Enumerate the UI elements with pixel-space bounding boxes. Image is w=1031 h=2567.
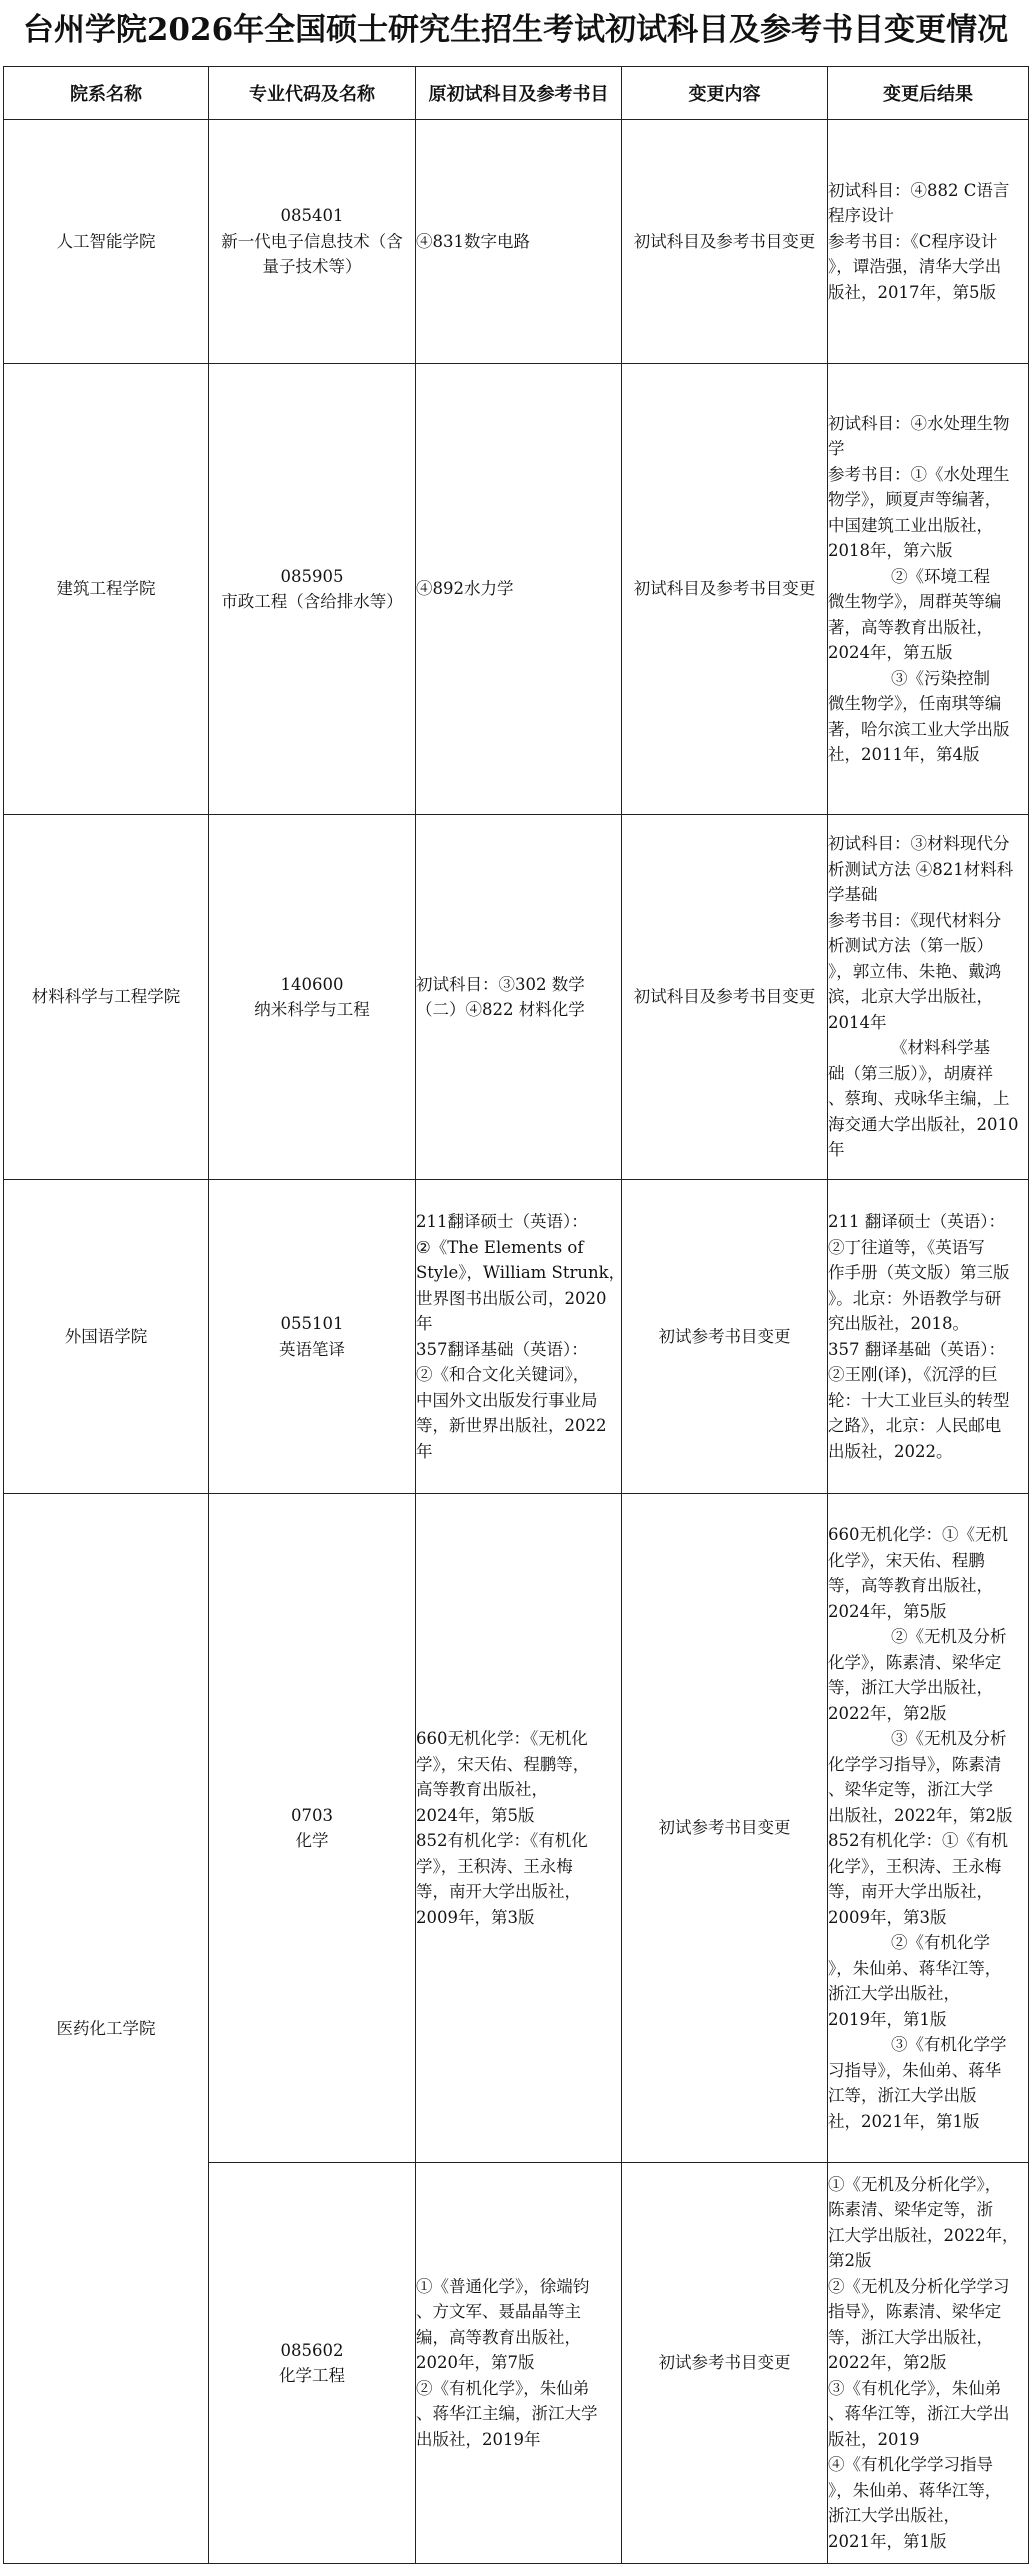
cell-line: ②《有机化学 bbox=[828, 1933, 990, 1952]
cell-line: ②《和合文化关键词》， bbox=[416, 1365, 590, 1384]
cell-line: 析测试方法（第一版） bbox=[828, 936, 993, 956]
cell-line: 究出版社，2018。 bbox=[828, 1314, 969, 1333]
cell-line: 2024年，第五版 bbox=[828, 643, 953, 662]
cell-line: 等，浙江大学出版社， bbox=[828, 1678, 993, 1697]
cell-line: 础（第三版）》，胡赓祥 bbox=[828, 1063, 993, 1083]
cell-line: 初试科目：③材料现代分 bbox=[828, 834, 1010, 854]
change-cell: 初试科目及参考书目变更 bbox=[622, 815, 828, 1180]
cell-line: 年 bbox=[828, 1140, 845, 1160]
cell-line: 等，南开大学出版社， bbox=[828, 1882, 993, 1901]
major-cell bbox=[209, 120, 416, 364]
cell-line: 初试科目：④882 C语言 bbox=[828, 180, 1010, 200]
cell-line: 化学》，王积涛、王永梅 bbox=[828, 1856, 1002, 1876]
cell-line: 习指导》，朱仙弟、蒋华 bbox=[828, 2060, 1002, 2080]
cell-line: 参考书目：《现代材料分 bbox=[828, 910, 1002, 930]
cell-line: 著，哈尔滨工业大学出版 bbox=[828, 719, 1010, 739]
table-row bbox=[4, 1494, 1029, 2163]
cell-line: 物学》，顾夏声等编著， bbox=[828, 490, 1002, 509]
result-cell bbox=[828, 120, 1029, 364]
cell-line: 2009年，第3版 bbox=[416, 1907, 535, 1927]
cell-line: 化学学习指导》，陈素清 bbox=[828, 1754, 1002, 1774]
cell-line: ③《污染控制 bbox=[828, 668, 990, 688]
cell-line: 初试科目：④水处理生物 bbox=[828, 413, 1010, 433]
major-cell bbox=[209, 1494, 416, 2163]
cell-line: ②《环境工程 bbox=[828, 566, 990, 586]
header-dept: 院系名称 bbox=[4, 67, 209, 120]
cell-line: 程序设计 bbox=[828, 206, 894, 226]
cell-line: 年 bbox=[416, 1441, 433, 1461]
cell-line: ②王刚(译)，《沉浮的巨 bbox=[828, 1365, 998, 1384]
original-cell bbox=[416, 2163, 622, 2564]
cell-line: 化学 bbox=[295, 1831, 329, 1850]
cell-line: 中国建筑工业出版社， bbox=[828, 515, 993, 535]
cell-line: 海交通大学出版社，2010 bbox=[828, 1114, 1019, 1134]
cell-line: 211 翻译硕士（英语）： bbox=[828, 1212, 1005, 1231]
cell-line: 2021年，第1版 bbox=[828, 2531, 947, 2551]
change-cell: 初试参考书目变更 bbox=[622, 1180, 828, 1494]
cell-line: 《材料科学基 bbox=[828, 1038, 990, 1058]
cell-line: 852有机化学：①《有机 bbox=[828, 1831, 1008, 1850]
cell-line: 2019年，第1版 bbox=[828, 2009, 947, 2029]
table-header-row bbox=[4, 67, 1029, 120]
cell-line: ②《有机化学》，朱仙弟 bbox=[416, 2378, 590, 2398]
cell-line: 》，朱仙弟、蒋华江等， bbox=[828, 1958, 1002, 1978]
cell-line: 2018年，第六版 bbox=[828, 541, 953, 560]
table-row bbox=[4, 120, 1029, 364]
cell-line: ④892水力学 bbox=[416, 579, 514, 599]
cell-line: 高等教育出版社， bbox=[416, 1780, 548, 1799]
document-title: 台州学院2026年全国硕士研究生招生考试初试科目及参考书目变更情况 bbox=[22, 12, 1009, 48]
cell-line: Style》，William Strunk， bbox=[416, 1263, 626, 1282]
cell-line: ③《有机化学》，朱仙弟 bbox=[828, 2378, 1002, 2398]
table-row bbox=[4, 1180, 1029, 1494]
cell-line: 英语笔译 bbox=[279, 1339, 345, 1359]
cell-line: 、蒋华江等，浙江大学出 bbox=[828, 2404, 1010, 2424]
dept-cell: 医药化工学院 bbox=[4, 1494, 209, 2564]
cell-line: 学 bbox=[828, 439, 845, 458]
cell-line: 化学》，陈素清、梁华定 bbox=[828, 1652, 1002, 1672]
cell-line: 2014年 bbox=[828, 1012, 887, 1032]
cell-line: 》，谭浩强，清华大学出 bbox=[828, 257, 1002, 277]
cell-line: 社，2011年，第4版 bbox=[828, 745, 980, 764]
cell-line: 出版社，2022年，第2版 bbox=[828, 1805, 1013, 1825]
cell-line: 学》，宋天佑、程鹏等， bbox=[416, 1754, 590, 1774]
dept-cell: 建筑工程学院 bbox=[4, 364, 209, 815]
cell-line: 中国外文出版发行事业局 bbox=[416, 1390, 598, 1410]
cell-line: ④831数字电路 bbox=[416, 231, 530, 251]
cell-line: 、蒋华江主编，浙江大学 bbox=[416, 2404, 598, 2424]
cell-line: 、梁华定等，浙江大学 bbox=[828, 1780, 993, 1799]
cell-line: 著，高等教育出版社， bbox=[828, 617, 993, 637]
cell-line: 江等，浙江大学出版 bbox=[828, 2086, 977, 2105]
cell-line: 作手册（英文版）第三版 bbox=[828, 1263, 1010, 1282]
header-original: 原初试科目及参考书目 bbox=[416, 67, 622, 120]
cell-line: ②《无机及分析化学学习 bbox=[828, 2276, 1010, 2296]
table-row bbox=[4, 364, 1029, 815]
cell-line: 浙江大学出版社， bbox=[828, 2506, 960, 2526]
change-cell: 初试科目及参考书目变更 bbox=[622, 120, 828, 364]
cell-line: 版社，2017年，第5版 bbox=[828, 282, 996, 302]
change-cell: 初试科目及参考书目变更 bbox=[622, 364, 828, 815]
cell-line: 参考书目：①《水处理生 bbox=[828, 464, 1010, 484]
original-cell bbox=[416, 364, 622, 815]
result-cell bbox=[828, 1180, 1029, 1494]
cell-line: 江大学出版社，2022年， bbox=[828, 2225, 1019, 2245]
cell-line: 学》，王积涛、王永梅 bbox=[416, 1856, 573, 1876]
original-cell bbox=[416, 1494, 622, 2163]
major-cell bbox=[209, 815, 416, 1180]
change-cell: 初试参考书目变更 bbox=[622, 2163, 828, 2564]
cell-line: 陈素清、梁华定等，浙 bbox=[828, 2200, 993, 2220]
cell-line: 轮：十大工业巨头的转型 bbox=[828, 1390, 1010, 1410]
cell-line: 085401 bbox=[280, 206, 344, 226]
cell-line: 》，朱仙弟、蒋华江等， bbox=[828, 2480, 1002, 2500]
cell-line: 指导》，陈素清、梁华定 bbox=[828, 2302, 1002, 2322]
cell-line: 2022年，第2版 bbox=[828, 2353, 947, 2373]
header-change: 变更内容 bbox=[622, 67, 828, 120]
cell-line: ②《The Elements of bbox=[416, 1237, 584, 1257]
cell-line: 析测试方法 ④821材料科 bbox=[828, 859, 1014, 879]
cell-line: 世界图书出版公司，2020 bbox=[416, 1288, 607, 1308]
cell-line: 等，新世界出版社，2022 bbox=[416, 1416, 607, 1435]
cell-line: 化学》，宋天佑、程鹏 bbox=[828, 1550, 985, 1570]
cell-line: 微生物学》，周群英等编 bbox=[828, 592, 1002, 611]
major-cell bbox=[209, 2163, 416, 2564]
cell-line: 》。北京：外语教学与研 bbox=[828, 1288, 1002, 1308]
major-cell bbox=[209, 1180, 416, 1494]
cell-line: 量子技术等） bbox=[262, 257, 362, 277]
cell-line: 、蔡珣、戎咏华主编，上 bbox=[828, 1089, 1010, 1109]
cell-line: 年 bbox=[416, 1314, 433, 1333]
cell-line: 2009年，第3版 bbox=[828, 1907, 947, 1927]
header-result: 变更后结果 bbox=[828, 67, 1029, 120]
cell-line: 社，2021年，第1版 bbox=[828, 2111, 980, 2131]
cell-line: 852有机化学：《有机化 bbox=[416, 1831, 588, 1850]
cell-line: 2024年，第5版 bbox=[828, 1601, 947, 1621]
cell-line: ③《有机化学学 bbox=[828, 2035, 1007, 2054]
cell-line: 085602 bbox=[280, 2340, 344, 2360]
cell-line: 第2版 bbox=[828, 2251, 872, 2271]
cell-line: （二）④822 材料化学 bbox=[416, 1000, 585, 1019]
cell-line: 357 翻译基础（英语）： bbox=[828, 1339, 1005, 1359]
cell-line: 浙江大学出版社， bbox=[828, 1984, 960, 2003]
cell-line: 085905 bbox=[280, 566, 344, 586]
dept-cell: 外国语学院 bbox=[4, 1180, 209, 1494]
cell-line: ①《普通化学》，徐端钧 bbox=[416, 2276, 590, 2296]
cell-line: 初试科目：③302 数学 bbox=[416, 974, 585, 994]
change-cell: 初试参考书目变更 bbox=[622, 1494, 828, 2163]
result-cell bbox=[828, 1494, 1029, 2163]
cell-line: 357翻译基础（英语）： bbox=[416, 1339, 588, 1359]
cell-line: 纳米科学与工程 bbox=[254, 1000, 370, 1019]
result-cell bbox=[828, 2163, 1029, 2564]
dept-cell: 人工智能学院 bbox=[4, 120, 209, 364]
cell-line: 新一代电子信息技术（含 bbox=[221, 231, 403, 251]
result-cell bbox=[828, 815, 1029, 1180]
cell-line: 之路》，北京：人民邮电 bbox=[828, 1416, 1002, 1435]
cell-line: 660无机化学：①《无机 bbox=[828, 1525, 1008, 1544]
cell-line: 滨，北京大学出版社， bbox=[828, 987, 993, 1007]
cell-line: 660无机化学：《无机化 bbox=[416, 1729, 588, 1748]
cell-line: 等，浙江大学出版社， bbox=[828, 2327, 993, 2347]
cell-line: ④《有机化学学习指导 bbox=[828, 2455, 993, 2475]
cell-line: 2020年，第7版 bbox=[416, 2353, 535, 2373]
cell-line: 2022年，第2版 bbox=[828, 1703, 947, 1723]
major-cell bbox=[209, 364, 416, 815]
cell-line: 出版社，2022。 bbox=[828, 1441, 953, 1461]
cell-line: 》，郭立伟、朱艳、戴鸿 bbox=[828, 961, 1002, 981]
changes-table bbox=[3, 66, 1029, 2564]
cell-line: 出版社，2019年 bbox=[416, 2429, 541, 2449]
cell-line: 化学工程 bbox=[279, 2366, 345, 2385]
header-major: 专业代码及名称 bbox=[209, 67, 416, 120]
cell-line: 编，高等教育出版社， bbox=[416, 2327, 581, 2347]
result-cell bbox=[828, 364, 1029, 815]
cell-line: 、方文军、聂晶晶等主 bbox=[416, 2302, 581, 2322]
cell-line: 211翻译硕士（英语）： bbox=[416, 1212, 588, 1231]
cell-line: 参考书目：《C程序设计 bbox=[828, 231, 998, 251]
cell-line: 055101 bbox=[280, 1314, 344, 1333]
cell-line: ①《无机及分析化学》， bbox=[828, 2174, 1002, 2194]
dept-cell: 材料科学与工程学院 bbox=[4, 815, 209, 1180]
cell-line: 微生物学》，任南琪等编 bbox=[828, 694, 1002, 713]
table-row bbox=[4, 815, 1029, 1180]
cell-line: 市政工程（含给排水等） bbox=[221, 592, 403, 611]
original-cell bbox=[416, 815, 622, 1180]
cell-line: ③《无机及分析 bbox=[828, 1729, 1007, 1748]
cell-line: 版社，2019 bbox=[828, 2429, 920, 2449]
original-cell bbox=[416, 1180, 626, 1494]
cell-line: 2024年，第5版 bbox=[416, 1805, 535, 1825]
original-cell bbox=[416, 120, 622, 364]
cell-line: 140600 bbox=[280, 974, 344, 994]
cell-line: 0703 bbox=[291, 1805, 333, 1825]
cell-line: ②《无机及分析 bbox=[828, 1627, 1007, 1646]
cell-line: 等，南开大学出版社， bbox=[416, 1882, 581, 1901]
cell-line: 学基础 bbox=[828, 885, 878, 905]
cell-line: 等，高等教育出版社， bbox=[828, 1576, 993, 1595]
cell-line: ②丁往道等，《英语写 bbox=[828, 1237, 985, 1257]
